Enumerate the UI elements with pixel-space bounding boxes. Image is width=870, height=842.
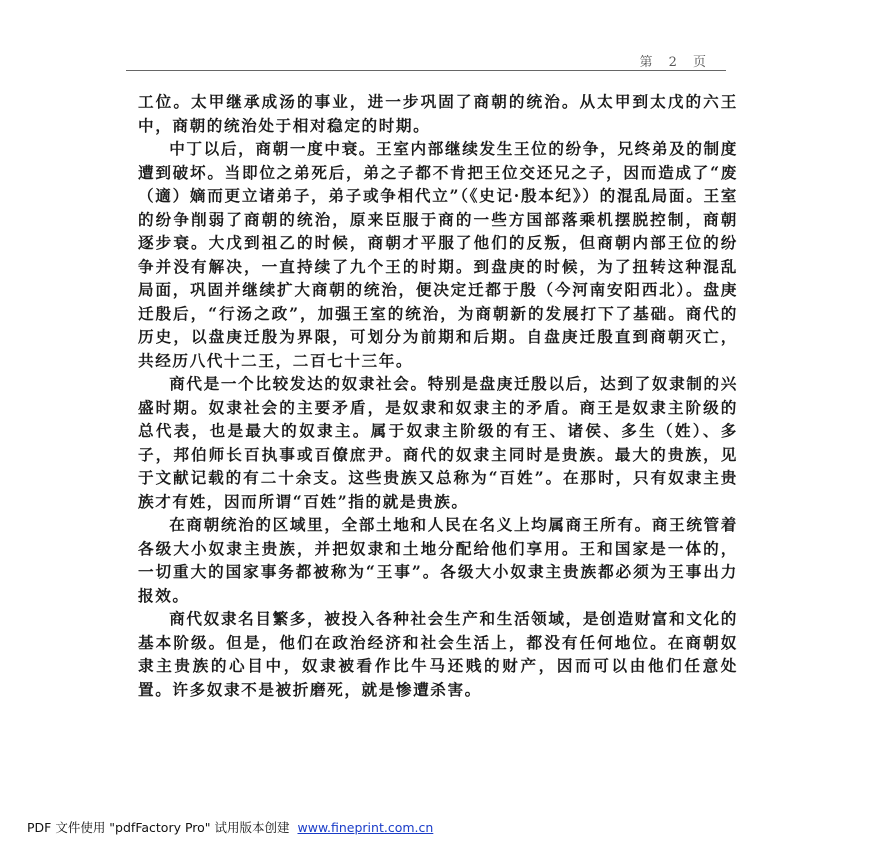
paragraph: 商代奴隶名目繁多，被投入各种社会生产和生活领域，是创造财富和文化的基本阶级。但是，他们在政治经济和社会生活上，都没有任何地位。在商朝奴隶主贵族的心目中，奴隶被看作比牛马还贱的财产，因而可以由他们任意处置。许多奴隶不是被折磨死，就是惨遭杀害。: [138, 609, 738, 699]
paragraph: 商代是一个比较发达的奴隶社会。特别是盘庚迁殷以后，达到了奴隶制的兴盛时期。奴隶社会的主要矛盾，是奴隶和奴隶主的矛盾。商王是奴隶主阶级的总代表，也是最大的奴隶主。属于奴隶主阶级的有王、诸侯、多生（姓）、多子，邦伯师长百执事或百僚庶尹。商代的奴隶主同时是贵族。最大的贵族，见于文献记载的有二十余支。这些贵族又总称为“百姓”。在那时，只有奴隶主贵族才有姓，因而所谓“百姓”指的就是贵族。: [138, 374, 738, 511]
paragraph: 在商朝统治的区域里，全部土地和人民在名义上均属商王所有。商王统管着各级大小奴隶主贵族，并把奴隶和土地分配给他们享用。王和国家是一体的，一切重大的国家事务都被称为“王事”。各级大小奴隶主贵族都必须为王事出力报效。: [138, 515, 738, 605]
page-header: [126, 50, 726, 70]
footer-text: PDF 文件使用 "pdfFactory Pro" 试用版本创建: [27, 820, 290, 835]
page-number: 第 2 页: [639, 55, 712, 70]
paragraph-continuation: 工位。太甲继承成汤的事业，进一步巩固了商朝的统治。从太甲到太戊的六王中，商朝的统治处于相对稳定的时期。: [138, 92, 738, 135]
document-body: [138, 90, 738, 701]
header-rule: [126, 70, 726, 71]
pdf-watermark-footer: [27, 818, 433, 836]
fineprint-link[interactable]: www.fineprint.com.cn: [297, 820, 434, 835]
paragraph: 中丁以后，商朝一度中衰。王室内部继续发生王位的纷争，兄终弟及的制度遭到破坏。当即位之弟死后，弟之子都不肯把王位交还兄之子，因而造成了“废（適）嫡而更立诸弟子，弟子或争相代立”（《史记·殷本纪》）的混乱局面。王室的纷争削弱了商朝的统治，原来臣服于商的一些方国部落乘机摆脱控制，商朝逐步衰。大戊到祖乙的时候，商朝才平服了他们的反叛，但商朝内部王位的纷争并没有解决，一直持续了九个王的时期。到盘庚的时候，为了扭转这种混乱局面，巩固并继续扩大商朝的统治，便决定迁都于殷（今河南安阳西北）。盘庚迁殷后，“行汤之政”，加强王室的统治，为商朝新的发展打下了基础。商代的历史，以盘庚迁殷为界限，可划分为前期和后期。自盘庚迁殷直到商朝灭亡，共经历八代十二王，二百七十三年。: [138, 139, 738, 370]
